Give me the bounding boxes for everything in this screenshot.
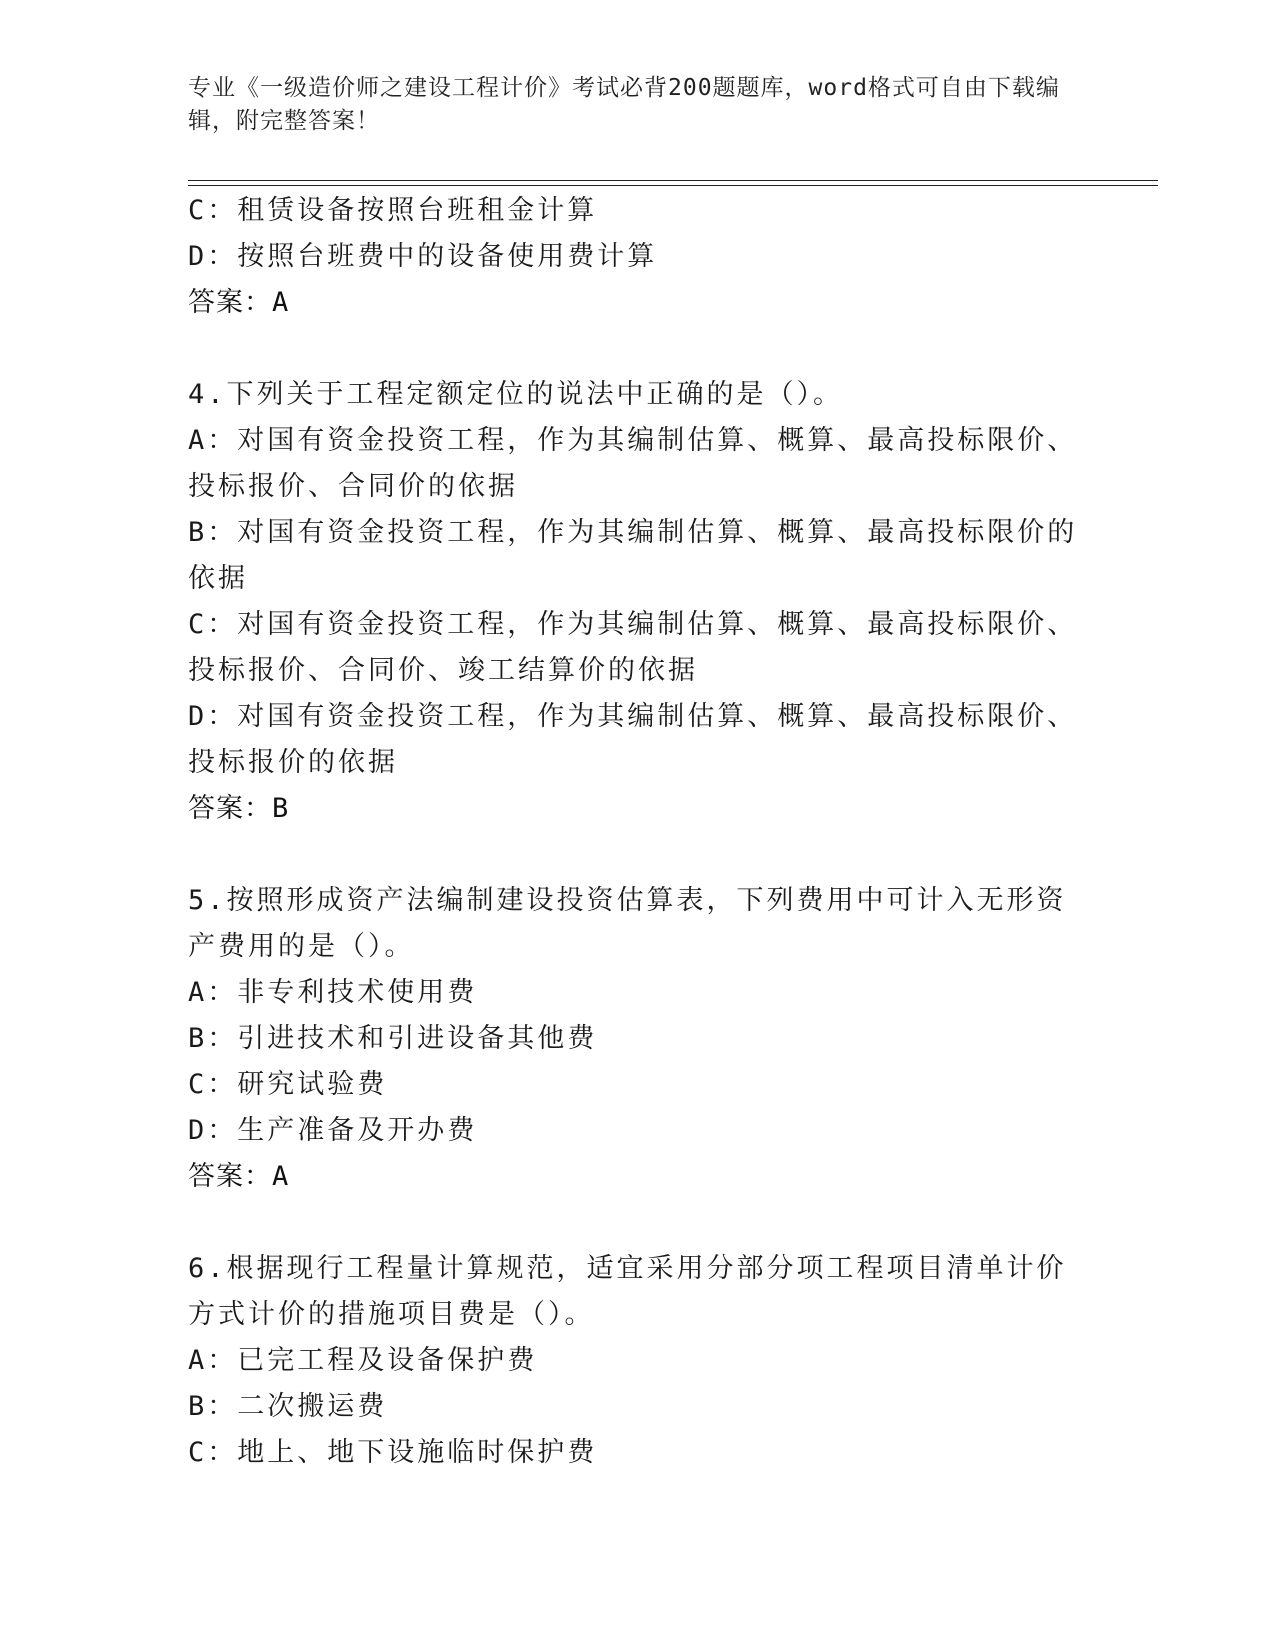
answer-value: B: [272, 793, 290, 824]
option-a: A：对国有资金投资工程，作为其编制估算、概算、最高投标限价、投标报价、合同价的依据: [188, 425, 1078, 502]
document-header: [188, 72, 1068, 138]
option-a: A：已完工程及设备保护费: [188, 1345, 538, 1376]
question-5: [188, 878, 1088, 1200]
question-stem: 5.按照形成资产法编制建设投资估算表，下列费用中可计入无形资产费用的是（）。: [188, 885, 1067, 962]
answer-label: 答案：: [188, 1161, 272, 1192]
answer-line: [188, 280, 1088, 326]
header-rule-top: [188, 180, 1158, 181]
question-4: [188, 372, 1088, 832]
option-c: C：地上、地下设施临时保护费: [188, 1437, 598, 1468]
answer-line: [188, 786, 1088, 832]
answer-value: A: [272, 287, 290, 318]
option-b: B：引进技术和引进设备其他费: [188, 1023, 598, 1054]
question-3-continuation: [188, 188, 1088, 326]
answer-value: A: [272, 1161, 290, 1192]
option-b: B：二次搬运费: [188, 1391, 388, 1422]
answer-line: [188, 1154, 1088, 1200]
header-rule-bottom: [188, 185, 1158, 186]
option-c: C：租赁设备按照台班租金计算: [188, 195, 598, 226]
question-6: [188, 1246, 1088, 1476]
answer-label: 答案：: [188, 287, 272, 318]
header-title: 专业《一级造价师之建设工程计价》考试必背200题题库，word格式可自由下载编辑，附完整答案！: [188, 75, 1060, 134]
option-c: C：研究试验费: [188, 1069, 388, 1100]
question-stem: 6.根据现行工程量计算规范，适宜采用分部分项工程项目清单计价方式计价的措施项目费是（）。: [188, 1253, 1067, 1330]
spacer: [188, 326, 1088, 372]
document-body: [188, 188, 1088, 1476]
answer-label: 答案：: [188, 793, 272, 824]
option-d: D：对国有资金投资工程，作为其编制估算、概算、最高投标限价、投标报价的依据: [188, 701, 1078, 778]
option-b: B：对国有资金投资工程，作为其编制估算、概算、最高投标限价的依据: [188, 517, 1078, 594]
spacer: [188, 1200, 1088, 1246]
option-d: D：生产准备及开办费: [188, 1115, 478, 1146]
option-d: D：按照台班费中的设备使用费计算: [188, 241, 658, 272]
option-a: A：非专利技术使用费: [188, 977, 478, 1008]
question-stem: 4.下列关于工程定额定位的说法中正确的是（）。: [188, 379, 844, 410]
spacer: [188, 832, 1088, 878]
option-c: C：对国有资金投资工程，作为其编制估算、概算、最高投标限价、投标报价、合同价、竣工结算价的依据: [188, 609, 1078, 686]
